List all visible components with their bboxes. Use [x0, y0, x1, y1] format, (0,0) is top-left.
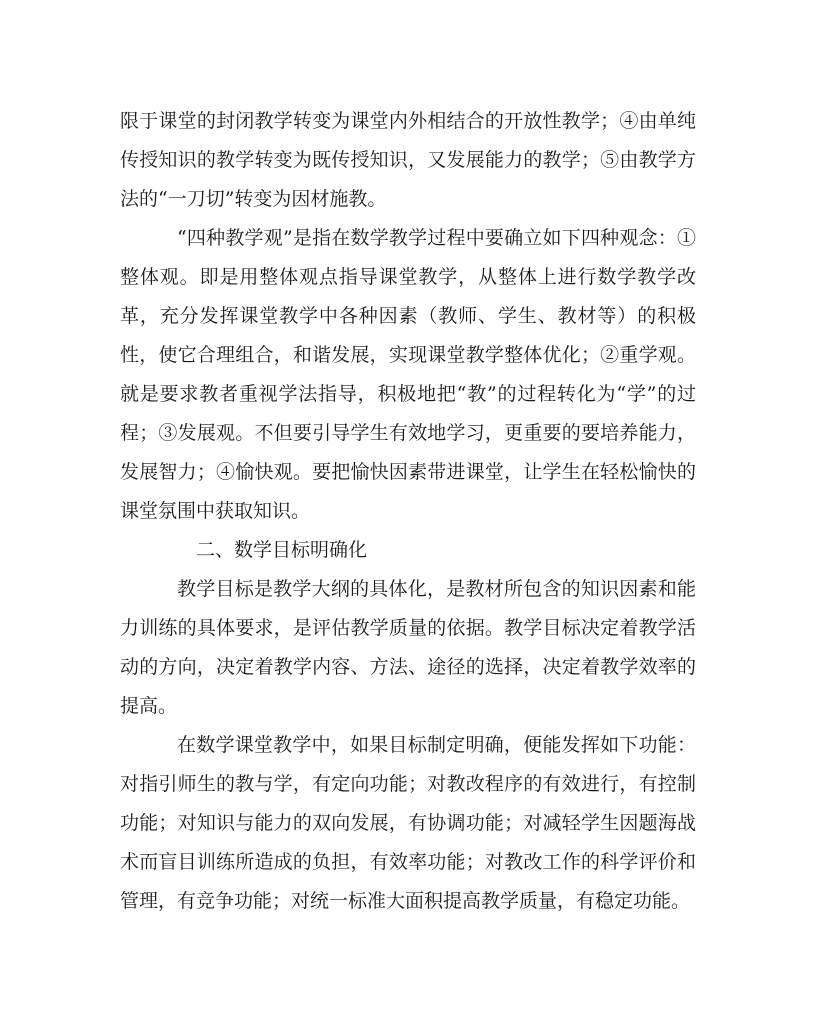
paragraph-four-views: “四种教学观”是指在数学教学过程中要确立如下四种观念：①整体观。即是用整体观点指导课堂教学，从整体上进行数学教学改革，充分发挥课堂教学中各种因素（教师、学生、教材等）的积极性，使它合理组合，和谐发展，实现课堂教学整体优化；②重学观。就是要求教者重视学法指导，积极地把“教”的过程转化为“学”的过程；③发展观。不但要引导学生有效地学习，更重要的要培养能力，发展智力；④愉快观。要把愉快因素带进课堂，让学生在轻松愉快的课堂氛围中获取知识。 — [120, 227, 696, 522]
section-heading: 二、数学目标明确化 — [196, 539, 368, 561]
paragraph-continuation: 限于课堂的封闭教学转变为课堂内外相结合的开放性教学；④由单纯传授知识的教学转变为既传授知识，又发展能力的教学；⑤由教学方法的“一刀切”转变为因材施教。 — [120, 110, 696, 210]
paragraph-teaching-goals: 教学目标是教学大纲的具体化，是教材所包含的知识因素和能力训练的具体要求，是评估教学质量的依据。教学目标决定着教学活动的方向，决定着教学内容、方法、途径的选择，决定着教学效率的提高。 — [120, 578, 696, 717]
paragraph-goal-functions: 在数学课堂教学中，如果目标制定明确，便能发挥如下功能：对指引师生的教与学，有定向功能；对教改程序的有效进行，有控制功能；对知识与能力的双向发展，有协调功能；对减轻学生因题海战术而盲目训练所造成的负担，有效率功能；对教改工作的科学评价和管理，有竞争功能；对统一标准大面积提高教学质量，有稳定功能。 — [120, 734, 696, 912]
document-body — [120, 102, 696, 921]
